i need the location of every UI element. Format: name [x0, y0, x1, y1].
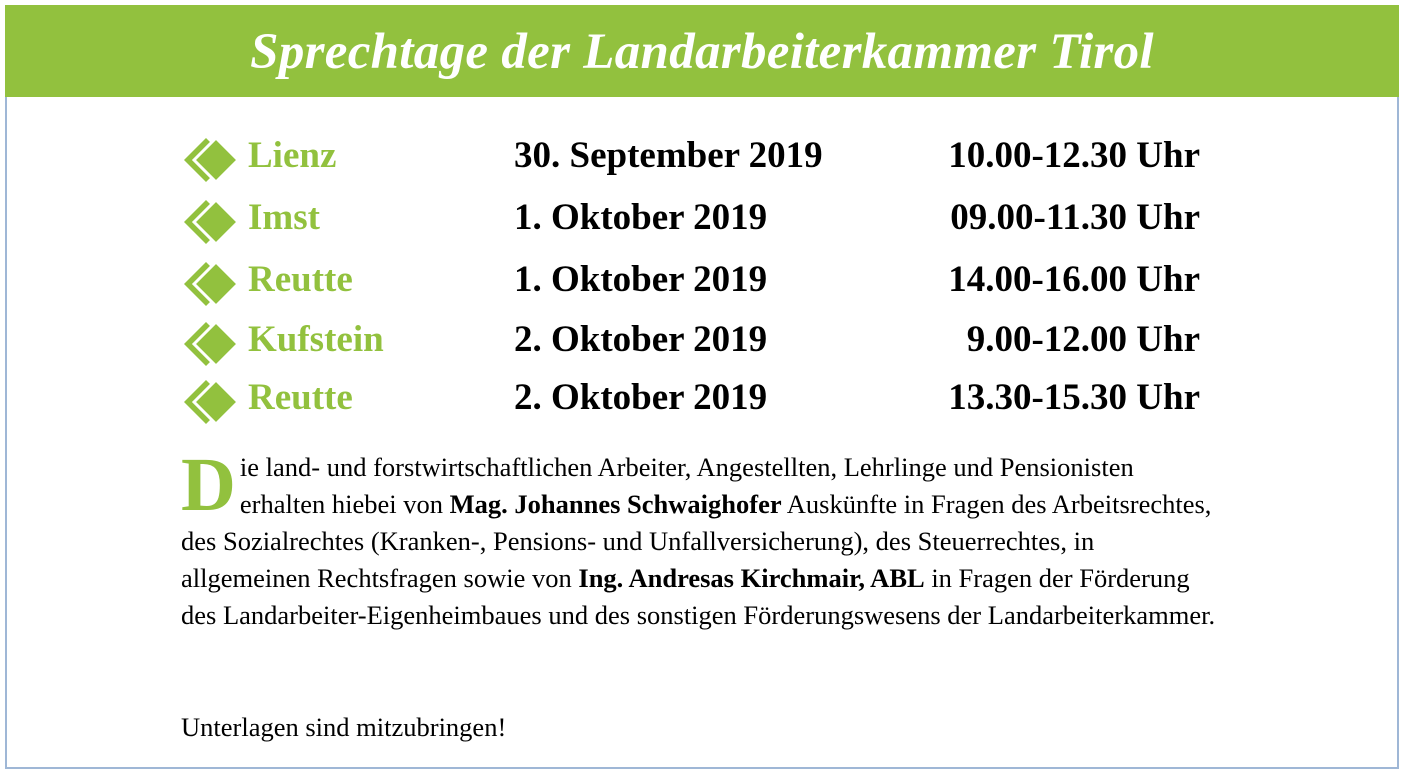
schedule-row	[182, 252, 1212, 312]
schedule-city: Lienz	[248, 135, 337, 176]
double-diamond-icon	[182, 134, 242, 186]
contact-name: Mag. Johannes Schwaighofer	[449, 489, 782, 519]
schedule-city: Reutte	[248, 259, 353, 300]
schedule-time: 14.00-16.00 Uhr	[948, 259, 1200, 300]
schedule-row	[182, 128, 1212, 190]
schedule-time: 10.00-12.30 Uhr	[948, 135, 1200, 176]
schedule-city: Imst	[248, 197, 320, 238]
double-diamond-icon	[182, 258, 242, 310]
info-text: Auskünfte in Fragen des Arbeitsrechtes, des Sozialrechtes (Kranken-, Pensions- und Unfallversicherung), des Steuerrechtes, in allgemeinen Rechtsfragen sowie von	[181, 489, 1212, 593]
schedule-row	[182, 190, 1212, 252]
info-text: in Fragen der Förderung des Landarbeiter-Eigenheimbaues und des sonstigen Förderungswesens der Landarbeiterkammer.	[181, 563, 1216, 630]
schedule-date: 2. Oktober 2019	[514, 319, 768, 360]
drop-cap: D	[181, 443, 236, 527]
contact-name: Ing. Andresas Kirchmair, ABL	[578, 563, 925, 593]
info-text: ie land- und forstwirtschaftlichen Arbeiter, Angestellten, Lehrlinge und Pensionisten erhalten hiebei von	[239, 452, 1134, 519]
double-diamond-icon	[182, 376, 242, 428]
double-diamond-icon	[182, 196, 242, 248]
schedule-city: Kufstein	[248, 319, 384, 360]
schedule-row	[182, 312, 1212, 370]
closing-note: Unterlagen sind mitzubringen!	[181, 712, 507, 742]
schedule-date: 30. September 2019	[514, 135, 823, 176]
schedule-time: 9.00-12.00 Uhr	[966, 319, 1200, 360]
double-diamond-icon	[182, 318, 242, 370]
schedule-date: 1. Oktober 2019	[514, 197, 768, 238]
schedule-date: 2. Oktober 2019	[514, 377, 768, 418]
title-banner	[5, 5, 1399, 97]
schedule-time: 09.00-11.30 Uhr	[950, 197, 1200, 238]
schedule-date: 1. Oktober 2019	[514, 259, 768, 300]
schedule-city: Reutte	[248, 377, 353, 418]
schedule-time: 13.30-15.30 Uhr	[948, 377, 1200, 418]
schedule-list	[182, 128, 1212, 428]
info-paragraph	[181, 443, 1221, 634]
schedule-row	[182, 370, 1212, 428]
page-title: Sprechtage der Landarbeiterkammer Tirol	[250, 24, 1154, 80]
